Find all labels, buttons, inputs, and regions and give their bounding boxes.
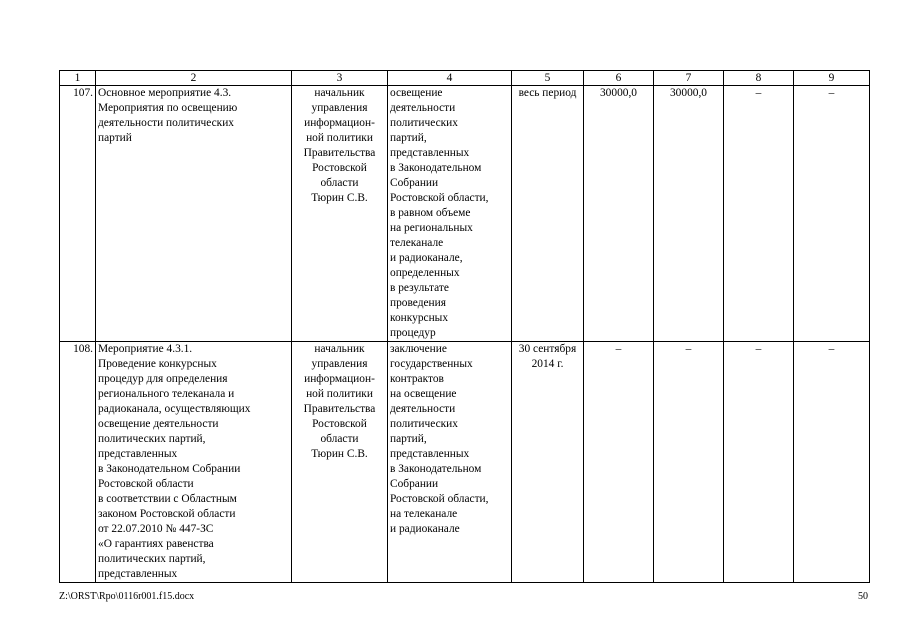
text-line: политических — [390, 117, 458, 129]
column-number-cell: 8 — [724, 71, 794, 86]
text-line: и радиоканале, — [390, 252, 463, 264]
funding-cell-6: – — [584, 342, 654, 583]
text-line: партий, — [390, 132, 427, 144]
text-line: представленных — [98, 568, 178, 580]
text-line: Ростовской — [312, 162, 367, 174]
text-line: процедур — [390, 327, 436, 339]
text-line: ной политики — [306, 388, 373, 400]
text-line: регионального телеканала и — [98, 388, 235, 400]
text-line: области — [320, 177, 359, 189]
text-line: государственных — [390, 358, 473, 370]
text-line: представленных — [98, 448, 178, 460]
text-line: информацион- — [304, 117, 375, 129]
text-line: заключение — [390, 343, 447, 355]
text-line: в Законодательном Собрании — [98, 463, 241, 475]
text-line: в Законодательном — [390, 162, 482, 174]
text-line: деятельности политических — [98, 117, 234, 129]
footer-file-path: Z:\ORST\Rpo\0116r001.f15.docx — [59, 591, 195, 602]
text-line: проведения — [390, 297, 446, 309]
text-line: информацион- — [304, 373, 375, 385]
text-line: Правительства — [303, 403, 376, 415]
responsible-cell — [292, 342, 388, 583]
text-line: управления — [311, 102, 368, 114]
row-number: 107. — [60, 86, 96, 342]
column-number-row — [60, 71, 870, 86]
text-line: на телеканале — [390, 508, 458, 520]
text-line: политических партий, — [98, 553, 206, 565]
text-line: Мероприятия по освещению — [98, 102, 238, 114]
funding-cell-8: – — [724, 342, 794, 583]
text-line: Ростовской — [312, 418, 367, 430]
text-line: от 22.07.2010 № 447-ЗС — [98, 523, 214, 535]
text-line: деятельности — [390, 102, 456, 114]
measure-cell — [96, 86, 292, 342]
text-line: деятельности — [390, 403, 456, 415]
text-line: весь период — [518, 87, 577, 99]
text-line: контрактов — [390, 373, 444, 385]
column-number-cell: 9 — [794, 71, 870, 86]
funding-cell-9: – — [794, 86, 870, 342]
text-line: Ростовской области, — [390, 493, 489, 505]
text-line: в результате — [390, 282, 449, 294]
page-number: 50 — [858, 591, 868, 602]
text-line: Тюрин С.В. — [311, 192, 368, 204]
column-number-cell: 3 — [292, 71, 388, 86]
text-line: в равном объеме — [390, 207, 471, 219]
funding-cell-7: – — [654, 342, 724, 583]
text-line: политических партий, — [98, 433, 206, 445]
text-line: партий, — [390, 433, 427, 445]
text-line: Тюрин С.В. — [311, 448, 368, 460]
funding-cell-6: 30000,0 — [584, 86, 654, 342]
table-row — [60, 86, 870, 342]
column-number-cell: 1 — [60, 71, 96, 86]
text-line: освещение — [390, 87, 443, 99]
funding-cell-8: – — [724, 86, 794, 342]
measure-cell — [96, 342, 292, 583]
responsible-cell — [292, 86, 388, 342]
column-number-cell: 2 — [96, 71, 292, 86]
result-cell — [388, 86, 512, 342]
text-line: освещение деятельности — [98, 418, 219, 430]
text-line: представленных — [390, 147, 470, 159]
text-line: Ростовской области — [98, 478, 194, 490]
column-number-cell: 5 — [512, 71, 584, 86]
program-table — [59, 70, 870, 583]
text-line: Ростовской области, — [390, 192, 489, 204]
text-line: определенных — [390, 267, 460, 279]
text-line: политических — [390, 418, 458, 430]
text-line: «О гарантиях равенства — [98, 538, 214, 550]
period-cell — [512, 86, 584, 342]
text-line: Основное мероприятие 4.3. — [98, 87, 232, 99]
text-line: и радиоканале — [390, 523, 460, 535]
funding-cell-9: – — [794, 342, 870, 583]
text-line: в соответствии с Областным — [98, 493, 237, 505]
row-number: 108. — [60, 342, 96, 583]
text-line: начальник — [314, 87, 365, 99]
column-number-cell: 4 — [388, 71, 512, 86]
text-line: Проведение конкурсных — [98, 358, 217, 370]
text-line: Правительства — [303, 147, 376, 159]
table-row — [60, 342, 870, 583]
column-number-cell: 7 — [654, 71, 724, 86]
column-number-cell: 6 — [584, 71, 654, 86]
text-line: конкурсных — [390, 312, 449, 324]
text-line: телеканале — [390, 237, 444, 249]
text-line: ной политики — [306, 132, 373, 144]
text-line: законом Ростовской области — [98, 508, 236, 520]
text-line: радиоканала, осуществляющих — [98, 403, 251, 415]
text-line: Собрании — [390, 478, 439, 490]
text-line: области — [320, 433, 359, 445]
text-line: на освещение — [390, 388, 457, 400]
period-cell — [512, 342, 584, 583]
funding-cell-7: 30000,0 — [654, 86, 724, 342]
text-line: 2014 г. — [531, 358, 564, 370]
text-line: представленных — [390, 448, 470, 460]
text-line: на региональных — [390, 222, 473, 234]
text-line: начальник — [314, 343, 365, 355]
text-line: в Законодательном — [390, 463, 482, 475]
text-line: партий — [98, 132, 132, 144]
text-line: 30 сентября — [518, 343, 577, 355]
text-line: Мероприятие 4.3.1. — [98, 343, 193, 355]
result-cell — [388, 342, 512, 583]
text-line: процедур для определения — [98, 373, 228, 385]
text-line: управления — [311, 358, 368, 370]
text-line: Собрании — [390, 177, 439, 189]
